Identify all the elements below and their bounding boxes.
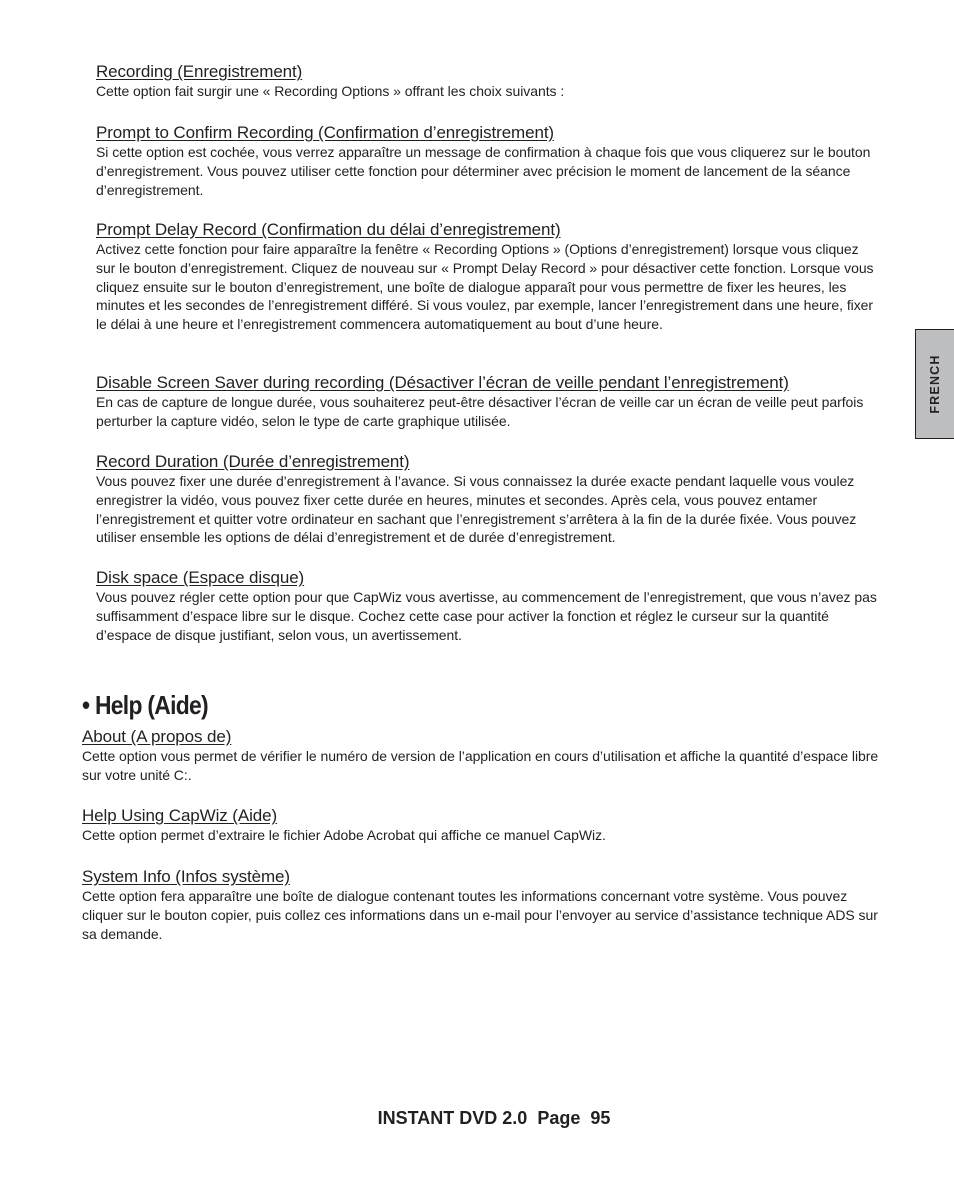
section-body: Vous pouvez fixer une durée d’enregistrement à l’avance. Si vous connaissez la durée exacte pendant laquelle vous voulez enregistrer la vidéo, vous pouvez fixer cette durée en heures, minutes et secondes. Après cela, vous pouvez entamer l’enregistrement et quitter votre ordinateur en sachant que l’enregistrement s’arrêtera à la fin de la durée fixée. Vous pouvez utiliser ensemble les options de délai d’enregistrement et de durée d’enregistrement. [96,473,857,546]
section-title: Record Duration (Durée d’enregistrement) [96,452,410,471]
section-body: Activez cette fonction pour faire apparaître la fenêtre « Recording Options » (Options d’enregistrement) lorsque vous cliquez sur le bouton d’enregistrement. Cliquez de nouveau sur « Prompt Delay Record » pour désactiver cette fonction. Lorsque vous cliquez ensuite sur le bouton d’enregistrement, une boîte de dialogue apparaît pour vous permettre de fixer les heures, les minutes et les secondes de l’enregistrement différé. Si vous voulez, par exemple, lancer l’enregistrement dans une heure, fixer le délai à une heure et l’enregistrement commencera automatiquement au bout d’une heure. [96,241,874,333]
section-prompt-confirm [96,123,881,199]
section-body: Cette option fera apparaître une boîte de dialogue contenant toutes les informations concernant votre système. Vous pouvez cliquer sur le bouton copier, puis collez ces informations dans un e-mail pour l’envoyer au service d’assistance technique ADS sur sa demande. [82,888,878,942]
section-body: Cette option permet d’extraire le fichier Adobe Acrobat qui affiche ce manuel CapWiz. [82,827,606,843]
section-body: En cas de capture de longue durée, vous souhaiterez peut-être désactiver l’écran de veille car un écran de veille peut parfois perturber la capture vidéo, selon le type de carte graphique utilisée. [96,394,864,429]
section-title: About (A propos de) [82,727,232,746]
section-prompt-delay [96,220,881,334]
section-body: Si cette option est cochée, vous verrez apparaître un message de confirmation à chaque fois que vous cliquerez sur le bouton d’enregistrement. Vous pouvez utiliser cette fonction pour déterminer avec précision le moment de lancement de la séance d’enregistrement. [96,144,871,198]
page-footer: INSTANT DVD 2.0 Page 95 [377,1108,611,1128]
section-disk-space [96,568,881,644]
section-title: Prompt to Confirm Recording (Confirmation d’enregistrement) [96,123,554,142]
language-side-tab [915,329,954,439]
section-screen-saver [96,373,881,431]
section-title: Prompt Delay Record (Confirmation du délai d’enregistrement) [96,220,561,239]
section-title: System Info (Infos système) [82,867,290,886]
section-about [82,727,882,785]
language-tab-label: FRENCH [928,354,942,414]
help-heading: • Help (Aide) [82,690,208,720]
section-record-duration [96,452,881,547]
section-title: Disk space (Espace disque) [96,568,305,587]
section-recording [96,62,881,101]
section-body: Vous pouvez régler cette option pour que CapWiz vous avertisse, au commencement de l’enregistrement, que vous n’avez pas suffisamment d’espace libre sur le disque. Cochez cette case pour activer la fonction et réglez le curseur sur la quantité d’espace de disque justifiant, selon vous, un avertissement. [96,589,877,643]
section-title: Recording (Enregistrement) [96,62,303,81]
section-system-info [82,867,882,943]
section-body: Cette option fait surgir une « Recording Options » offrant les choix suivants : [96,83,565,99]
section-help-using [82,806,882,845]
section-body: Cette option vous permet de vérifier le numéro de version de l’application en cours d’utilisation et affiche la quantité d’espace libre sur votre unité C:. [82,748,879,783]
section-title: Disable Screen Saver during recording (Désactiver l’écran de veille pendant l’enregistrement) [96,373,789,392]
section-title: Help Using CapWiz (Aide) [82,806,278,825]
